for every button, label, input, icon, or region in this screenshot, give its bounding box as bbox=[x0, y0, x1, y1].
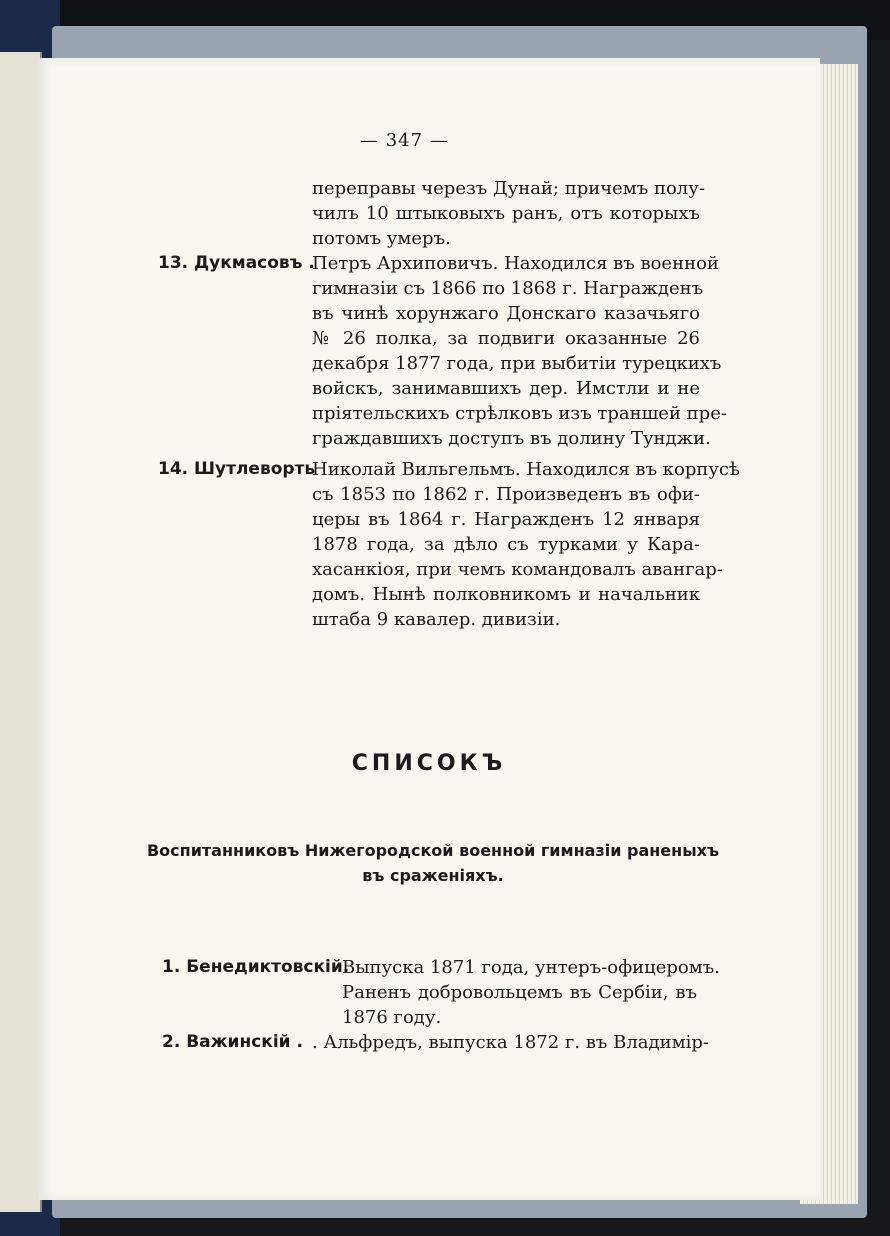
text-line: въ чинѣ хорунжаго Донскаго казачьяго bbox=[312, 303, 700, 324]
text-line: декабря 1877 года, при выбитіи турецкихъ bbox=[312, 353, 722, 374]
text-line: чилъ 10 штыковыхъ ранъ, отъ которыхъ bbox=[312, 203, 700, 224]
entry-text-13 bbox=[312, 251, 727, 451]
book-page bbox=[38, 58, 820, 1200]
text-line: потомъ умеръ. bbox=[312, 228, 451, 249]
text-line: граждавшихъ доступъ въ долину Тунджи. bbox=[312, 428, 711, 449]
page-number: — 347 — bbox=[360, 130, 449, 151]
text-line: церы въ 1864 г. Награжденъ 12 января bbox=[312, 509, 700, 530]
entry-name-14: 14. Шутлеворть bbox=[158, 459, 316, 479]
text-line: штаба 9 кавалер. дивизіи. bbox=[312, 609, 561, 630]
text-line: хасанкіоя, при чемъ командовалъ авангар- bbox=[312, 559, 723, 580]
list-entry-name-1: 1. Бенедиктовскій. bbox=[162, 957, 350, 977]
list-entry-text-1: Выпуска 1871 года, унтеръ-офицеромъ. bbox=[342, 957, 720, 978]
text-line: войскъ, занимавшихъ дер. Имстли и не bbox=[312, 378, 700, 399]
left-page-edge bbox=[0, 52, 42, 1212]
text-line: пріятельскихъ стрѣлковъ изъ траншей пре- bbox=[312, 403, 727, 424]
list-entry-text-1-line-3: 1876 году. bbox=[342, 1007, 442, 1028]
list-title: СПИСОКЪ bbox=[351, 751, 507, 776]
text-line: 1878 года, за дѣло съ турками у Кара- bbox=[312, 534, 700, 555]
entry-text-14 bbox=[312, 457, 740, 632]
list-entry-text-1-line-2: Раненъ добровольцемъ въ Сербіи, въ bbox=[342, 982, 697, 1003]
list-entry-name-2: 2. Важинскій . bbox=[162, 1032, 303, 1052]
list-subtitle-line-1: Воспитанниковъ Нижегородской военной гимназіи раненыхъ bbox=[146, 841, 720, 860]
list-entry-text-2: . Альфредъ, выпуска 1872 г. въ Владимір- bbox=[312, 1032, 709, 1053]
text-line: съ 1853 по 1862 г. Произведенъ въ офи- bbox=[312, 484, 700, 505]
list-subtitle-line-2: въ сраженіяхъ. bbox=[362, 866, 504, 885]
text-line: Николай Вильгельмъ. Находился въ корпусѣ bbox=[312, 459, 740, 480]
entry-name-13: 13. Дукмасовъ . bbox=[158, 253, 315, 273]
text-line: Петръ Архиповичъ. Находился въ военной bbox=[312, 253, 719, 274]
text-line: № 26 полка, за подвиги оказанные 26 bbox=[312, 328, 700, 349]
continuation-text bbox=[312, 176, 705, 251]
text-line: гимназіи съ 1866 по 1868 г. Награжденъ bbox=[312, 278, 704, 299]
text-line: переправы черезъ Дунай; причемъ полу- bbox=[312, 178, 705, 199]
text-line: домъ. Нынѣ полковникомъ и начальник bbox=[312, 584, 700, 605]
